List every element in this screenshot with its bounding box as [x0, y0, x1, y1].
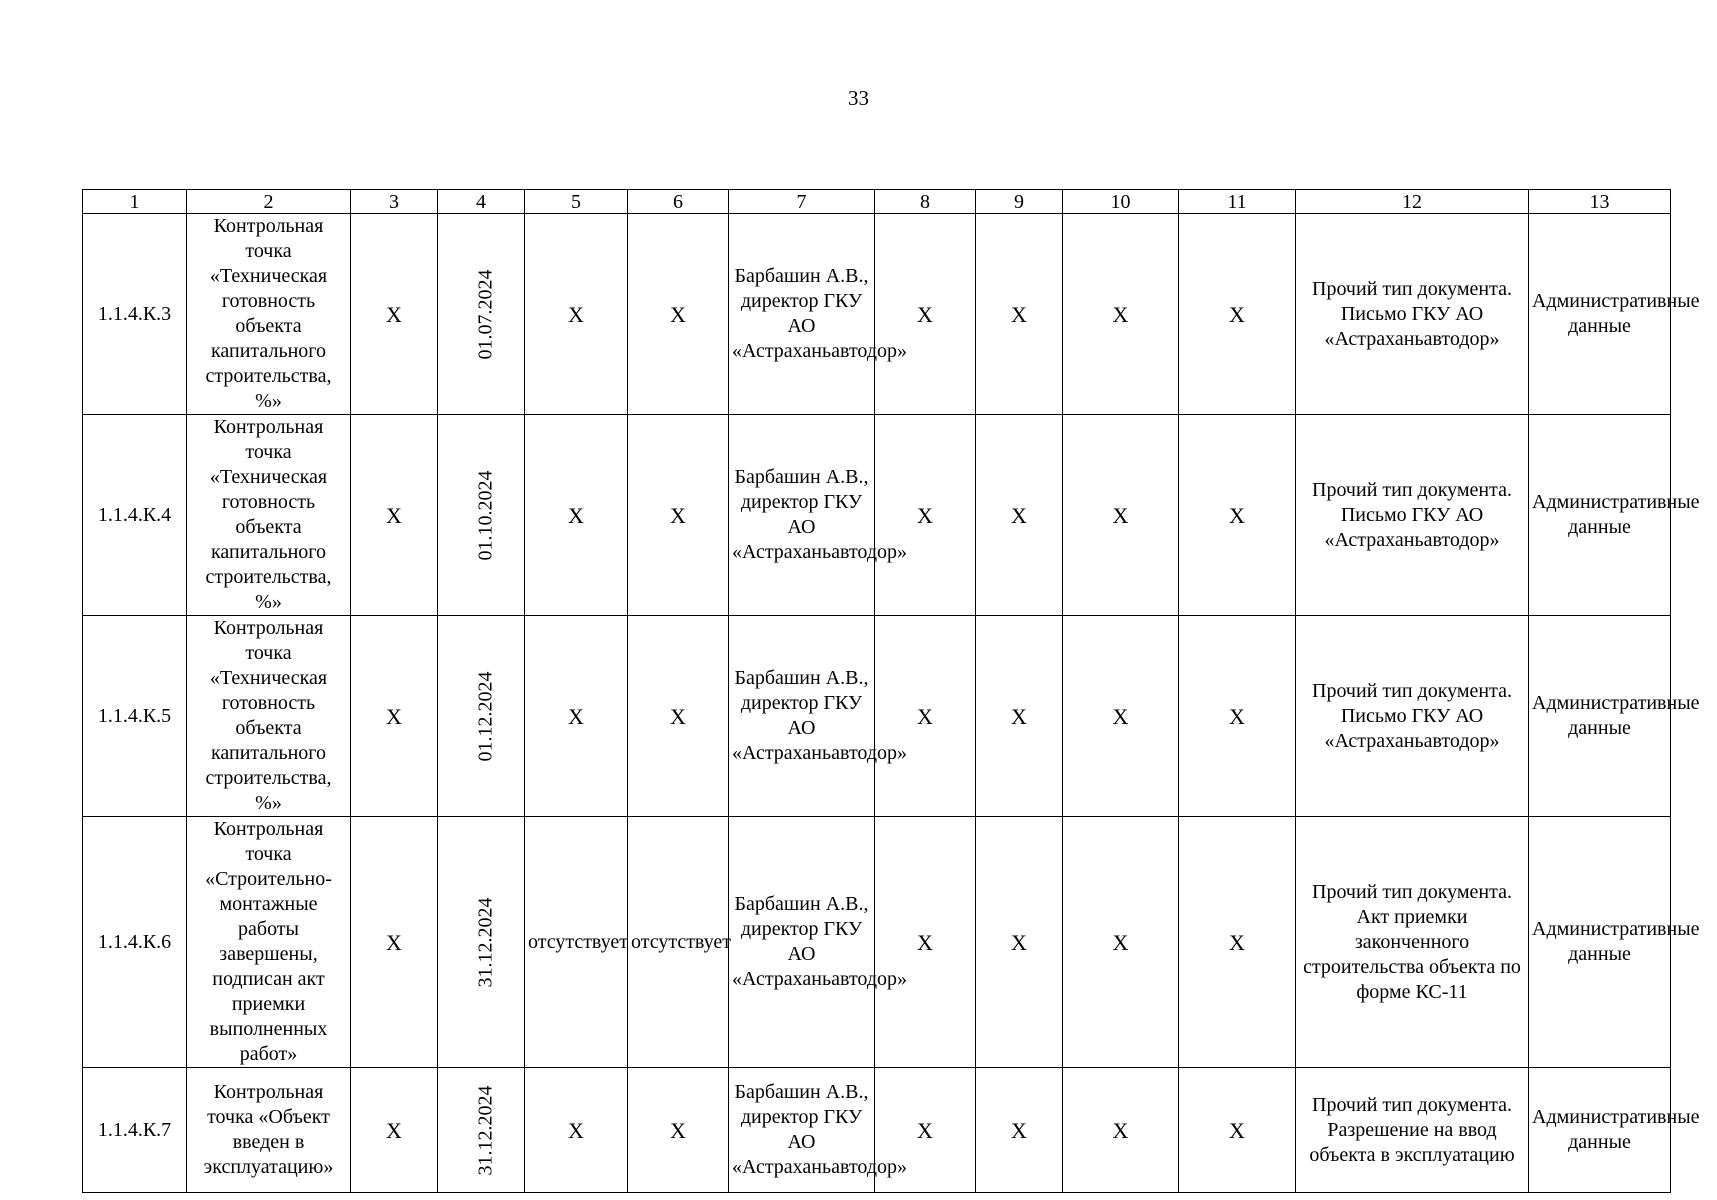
table-row — [83, 214, 1671, 415]
row-name: Контрольная точка «Техническая готовность объекта капитального строительства, %» — [187, 616, 351, 817]
column-header: 8 — [875, 190, 976, 214]
table-row — [83, 817, 1671, 1068]
source-cell: Административные данные — [1529, 616, 1671, 817]
table-row — [83, 616, 1671, 817]
source-cell: Административные данные — [1529, 214, 1671, 415]
column-header: 12 — [1296, 190, 1529, 214]
responsible-cell: Барбашин А.В., директор ГКУ АО «Астраханьавтодор» — [729, 214, 875, 415]
column-header: 2 — [187, 190, 351, 214]
cell-col6: X — [628, 1068, 729, 1193]
table-row — [83, 1068, 1671, 1193]
cell-col9: X — [976, 1068, 1063, 1193]
responsible-cell: Барбашин А.В., директор ГКУ АО «Астраханьавтодор» — [729, 415, 875, 616]
cell-col11: X — [1179, 616, 1296, 817]
row-code: 1.1.4.К.6 — [83, 817, 187, 1068]
cell-col8: X — [875, 1068, 976, 1193]
cell-col3: X — [351, 1068, 438, 1193]
row-name: Контрольная точка «Техническая готовность объекта капитального строительства, %» — [187, 415, 351, 616]
cell-col5: X — [525, 214, 628, 415]
column-header: 5 — [525, 190, 628, 214]
date-text: 01.07.2024 — [474, 269, 497, 359]
row-code: 1.1.4.К.7 — [83, 1068, 187, 1193]
document-cell: Прочий тип документа. Разрешение на ввод объекта в эксплуатацию — [1296, 1068, 1529, 1193]
source-cell: Административные данные — [1529, 415, 1671, 616]
date-cell — [438, 817, 525, 1068]
document-cell: Прочий тип документа. Письмо ГКУ АО «Астраханьавтодор» — [1296, 616, 1529, 817]
cell-col10: X — [1063, 817, 1179, 1068]
date-text: 31.12.2024 — [474, 897, 497, 987]
cell-col6: X — [628, 415, 729, 616]
cell-col9: X — [976, 616, 1063, 817]
source-cell: Административные данные — [1529, 817, 1671, 1068]
column-header: 6 — [628, 190, 729, 214]
document-cell: Прочий тип документа. Письмо ГКУ АО «Астраханьавтодор» — [1296, 214, 1529, 415]
cell-col11: X — [1179, 1068, 1296, 1193]
date-text: 01.10.2024 — [474, 470, 497, 560]
cell-col8: X — [875, 817, 976, 1068]
row-name: Контрольная точка «Строительно-монтажные работы завершены, подписан акт приемки выполненных работ» — [187, 817, 351, 1068]
cell-col5: X — [525, 616, 628, 817]
cell-col3: X — [351, 415, 438, 616]
row-code: 1.1.4.К.4 — [83, 415, 187, 616]
row-code: 1.1.4.К.3 — [83, 214, 187, 415]
cell-col3: X — [351, 817, 438, 1068]
control-points-table — [82, 189, 1700, 1193]
column-header: 4 — [438, 190, 525, 214]
date-text: 01.12.2024 — [474, 671, 497, 761]
table-row — [83, 415, 1671, 616]
cell-col6: X — [628, 616, 729, 817]
page-number: 33 — [848, 86, 869, 110]
cell-col9: X — [976, 817, 1063, 1068]
cell-col5: X — [525, 1068, 628, 1193]
cell-col11: X — [1179, 415, 1296, 616]
row-name: Контрольная точка «Техническая готовность объекта капитального строительства, %» — [187, 214, 351, 415]
cell-col8: X — [875, 214, 976, 415]
cell-col11: X — [1179, 214, 1296, 415]
document-cell: Прочий тип документа. Письмо ГКУ АО «Астраханьавтодор» — [1296, 415, 1529, 616]
header-row — [83, 190, 1671, 214]
cell-col3: X — [351, 214, 438, 415]
cell-col6: отсутствует — [628, 817, 729, 1068]
document-cell: Прочий тип документа. Акт приемки законченного строительства объекта по форме КС-11 — [1296, 817, 1529, 1068]
cell-col6: X — [628, 214, 729, 415]
cell-col10: X — [1063, 616, 1179, 817]
source-cell: Административные данные — [1529, 1068, 1671, 1193]
date-cell — [438, 1068, 525, 1193]
row-name: Контрольная точка «Объект введен в эксплуатацию» — [187, 1068, 351, 1193]
column-header: 1 — [83, 190, 187, 214]
cell-col8: X — [875, 616, 976, 817]
date-cell — [438, 415, 525, 616]
responsible-cell: Барбашин А.В., директор ГКУ АО «Астраханьавтодор» — [729, 817, 875, 1068]
cell-col10: X — [1063, 214, 1179, 415]
column-header: 13 — [1529, 190, 1671, 214]
row-code: 1.1.4.К.5 — [83, 616, 187, 817]
cell-col9: X — [976, 214, 1063, 415]
cell-col8: X — [875, 415, 976, 616]
cell-col3: X — [351, 616, 438, 817]
column-header: 3 — [351, 190, 438, 214]
cell-col11: X — [1179, 817, 1296, 1068]
responsible-cell: Барбашин А.В., директор ГКУ АО «Астраханьавтодор» — [729, 616, 875, 817]
column-header: 9 — [976, 190, 1063, 214]
column-header: 7 — [729, 190, 875, 214]
cell-col9: X — [976, 415, 1063, 616]
cell-col10: X — [1063, 1068, 1179, 1193]
cell-col5: отсутствует — [525, 817, 628, 1068]
column-header: 10 — [1063, 190, 1179, 214]
cell-col10: X — [1063, 415, 1179, 616]
date-cell — [438, 616, 525, 817]
cell-col5: X — [525, 415, 628, 616]
date-text: 31.12.2024 — [474, 1085, 497, 1175]
column-header: 11 — [1179, 190, 1296, 214]
responsible-cell: Барбашин А.В., директор ГКУ АО «Астраханьавтодор» — [729, 1068, 875, 1193]
date-cell — [438, 214, 525, 415]
